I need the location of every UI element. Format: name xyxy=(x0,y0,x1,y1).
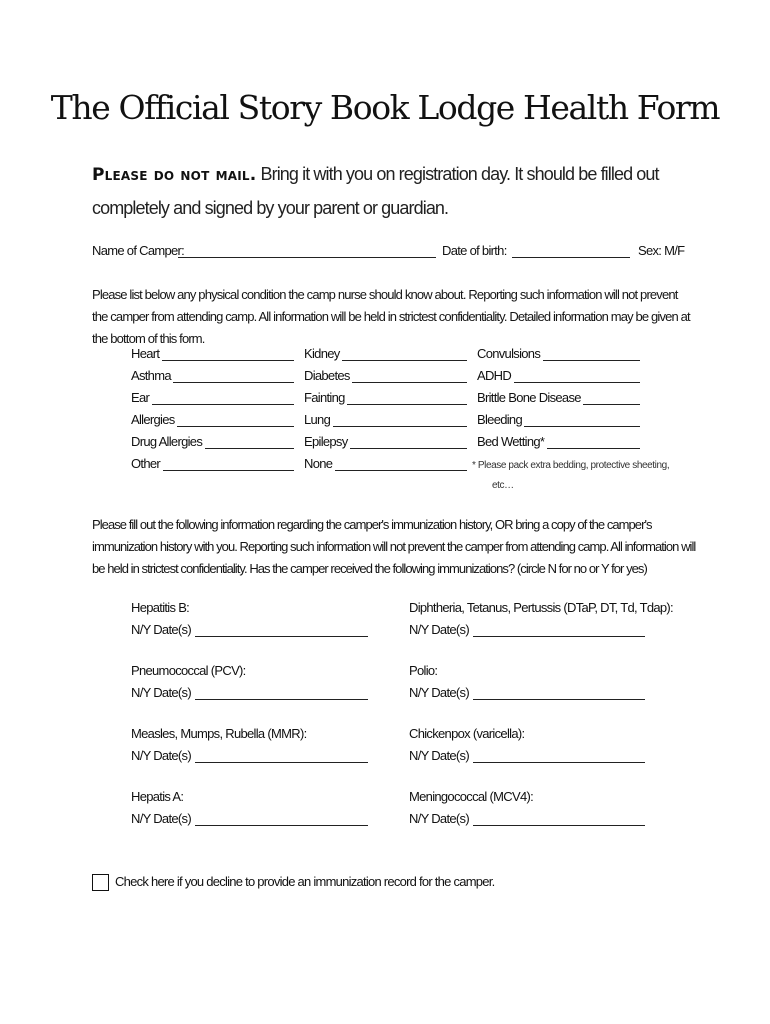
condition-label: Drug Allergies xyxy=(131,434,203,449)
do-not-mail-notice: Please do not mail. xyxy=(92,165,257,185)
condition-answer-field[interactable] xyxy=(205,448,294,449)
condition-row xyxy=(131,412,294,432)
immunization-date-field[interactable] xyxy=(473,636,645,637)
immunization-date-field[interactable] xyxy=(473,762,645,763)
ny-date-label[interactable]: N/Y Date(s) xyxy=(131,622,191,637)
condition-label: Bed Wetting* xyxy=(477,434,545,449)
condition-label: ADHD xyxy=(477,368,512,383)
dob-field[interactable] xyxy=(512,257,630,258)
ny-date-label[interactable]: N/Y Date(s) xyxy=(409,685,469,700)
immunization-entry xyxy=(131,600,391,644)
condition-row xyxy=(477,434,640,454)
immunization-name: Polio: xyxy=(409,663,438,678)
form-title: The Official Story Book Lodge Health Form xyxy=(50,88,720,127)
conditions-instructions: Please list below any physical condition the camp nurse should know about. Reporting such information will not prevent the camper from attending camp. All information will be held in strictest confidentiality. Detailed information may be given at the bottom of this form. xyxy=(92,287,690,346)
condition-label: Ear xyxy=(131,390,150,405)
immunization-entry xyxy=(131,789,391,833)
decline-immunization-row xyxy=(92,872,512,894)
decline-immunization-label: Check here if you decline to provide an immunization record for the camper. xyxy=(115,874,495,889)
immunization-entry xyxy=(409,789,669,833)
condition-label: Other xyxy=(131,456,161,471)
immunization-entry xyxy=(409,663,669,707)
condition-answer-field[interactable] xyxy=(162,360,294,361)
condition-row xyxy=(304,412,467,432)
condition-label: Kidney xyxy=(304,346,340,361)
ny-date-label[interactable]: N/Y Date(s) xyxy=(409,622,469,637)
bedwetting-note-continued: etc… xyxy=(492,480,514,491)
condition-row xyxy=(131,456,294,476)
immunization-name: Hepatis A: xyxy=(131,789,184,804)
ny-date-label[interactable]: N/Y Date(s) xyxy=(409,748,469,763)
sex-label: Sex: M/F xyxy=(638,243,685,258)
immunization-entry xyxy=(409,600,673,644)
immunization-date-field[interactable] xyxy=(195,636,368,637)
condition-label: Convulsions xyxy=(477,346,541,361)
condition-row xyxy=(477,368,640,388)
condition-label: Asthma xyxy=(131,368,171,383)
condition-label: Brittle Bone Disease xyxy=(477,390,581,405)
immunization-name: Measles, Mumps, Rubella (MMR): xyxy=(131,726,307,741)
condition-label: Epilepsy xyxy=(304,434,348,449)
immunization-name: Diphtheria, Tetanus, Pertussis (DTaP, DT, Td, Tdap): xyxy=(409,600,673,615)
condition-answer-field[interactable] xyxy=(352,382,467,383)
condition-answer-field[interactable] xyxy=(547,448,640,449)
bedwetting-note: * Please pack extra bedding, protective sheeting, xyxy=(472,460,670,471)
ny-date-label[interactable]: N/Y Date(s) xyxy=(131,811,191,826)
condition-answer-field[interactable] xyxy=(543,360,640,361)
immunization-name: Hepatitis B: xyxy=(131,600,190,615)
dob-label: Date of birth: xyxy=(442,243,507,258)
camper-name-label: Name of Camper: xyxy=(92,243,185,258)
camper-name-field[interactable] xyxy=(178,257,436,258)
condition-label: Lung xyxy=(304,412,331,427)
immunization-date-field[interactable] xyxy=(473,825,645,826)
condition-answer-field[interactable] xyxy=(152,404,294,405)
condition-row xyxy=(131,368,294,388)
ny-date-label[interactable]: N/Y Date(s) xyxy=(131,685,191,700)
immunization-instructions: Please fill out the following information regarding the camper's immunization history, OR bring a copy of the camper's immunization history with you. Reporting such information will not prevent the camper from attending camp. All information will be held in strictest confidentiality. Has the camper received the following immunizations? (circle N for no or Y for yes) xyxy=(92,517,696,576)
immunization-name: Chickenpox (varicella): xyxy=(409,726,525,741)
condition-row xyxy=(304,434,467,454)
immunization-date-field[interactable] xyxy=(195,699,368,700)
condition-answer-field[interactable] xyxy=(163,470,294,471)
ny-date-label[interactable]: N/Y Date(s) xyxy=(131,748,191,763)
condition-answer-field[interactable] xyxy=(583,404,640,405)
condition-row xyxy=(477,346,640,366)
condition-row xyxy=(304,346,467,366)
condition-row xyxy=(131,434,294,454)
decline-immunization-checkbox[interactable] xyxy=(92,874,109,891)
immunization-date-field[interactable] xyxy=(195,762,368,763)
condition-row xyxy=(477,390,640,410)
immunization-date-field[interactable] xyxy=(195,825,368,826)
condition-answer-field[interactable] xyxy=(333,426,467,427)
condition-answer-field[interactable] xyxy=(342,360,467,361)
condition-answer-field[interactable] xyxy=(335,470,467,471)
immunization-entry xyxy=(131,726,391,770)
condition-label: None xyxy=(304,456,333,471)
condition-row xyxy=(131,346,294,366)
condition-answer-field[interactable] xyxy=(173,382,294,383)
immunization-name: Pneumococcal (PCV): xyxy=(131,663,246,678)
condition-label: Heart xyxy=(131,346,160,361)
intro-text: Bring it with you on registration day. It should be filled out completely and signed by your parent or guardian. xyxy=(92,164,659,218)
ny-date-label[interactable]: N/Y Date(s) xyxy=(409,811,469,826)
condition-label: Fainting xyxy=(304,390,345,405)
condition-label: Allergies xyxy=(131,412,175,427)
condition-row xyxy=(304,456,467,476)
condition-row xyxy=(131,390,294,410)
condition-answer-field[interactable] xyxy=(347,404,467,405)
immunization-entry xyxy=(131,663,391,707)
condition-answer-field[interactable] xyxy=(350,448,467,449)
condition-label: Diabetes xyxy=(304,368,350,383)
condition-answer-field[interactable] xyxy=(524,426,640,427)
condition-answer-field[interactable] xyxy=(514,382,640,383)
condition-row xyxy=(477,412,640,432)
intro-paragraph xyxy=(92,158,692,225)
immunization-date-field[interactable] xyxy=(473,699,645,700)
condition-label: Bleeding xyxy=(477,412,522,427)
immunization-entry xyxy=(409,726,669,770)
condition-row xyxy=(304,390,467,410)
immunization-name: Meningococcal (MCV4): xyxy=(409,789,534,804)
camper-info-row xyxy=(92,240,692,262)
condition-answer-field[interactable] xyxy=(177,426,294,427)
condition-row xyxy=(304,368,467,388)
